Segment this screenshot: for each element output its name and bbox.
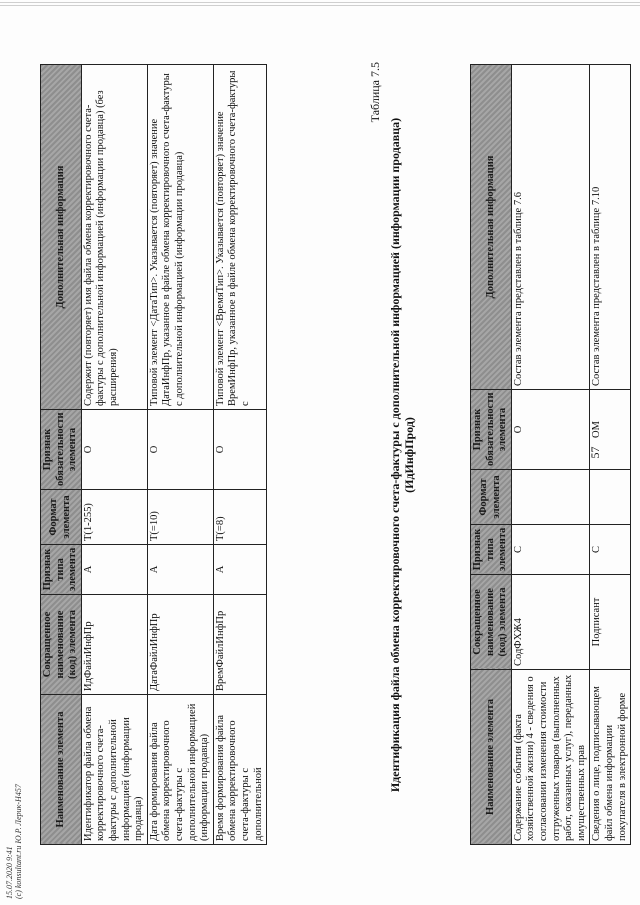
cell-info: Типовой элемент <ВремяТип>. Указывается (повторяет) значение ВремИнфПр, указанное в файле обмена корректировочного счета-фактуры с <box>213 65 266 410</box>
stamp-date: 15.07.2020 9:41 <box>5 846 14 899</box>
col-header-format: Формат элемента <box>41 490 82 545</box>
cell-type: А <box>147 545 213 595</box>
cell-info: Состав элемента представлен в таблице 7.10 <box>590 65 631 390</box>
cell-info: Состав элемента представлен в таблице 7.6 <box>511 65 590 390</box>
page-number: 57 <box>588 446 602 459</box>
table-header-row <box>41 65 82 845</box>
cell-format <box>590 470 631 525</box>
col-header-name: Наименование элемента <box>41 695 82 845</box>
cell-type: С <box>590 525 631 575</box>
cell-code: ИдФайлИнфПр <box>81 595 147 695</box>
cell-type: С <box>511 525 590 575</box>
stamp-source: (с) konsultant.ru Ю.Р. Лерик-Н457 <box>13 784 23 899</box>
col-header-format: Формат элемента <box>471 470 512 525</box>
cell-format: Т(=10) <box>147 490 213 545</box>
cell-info: Типовой элемент <ДатаТип>. Указывается (повторяет) значение ДатаИнфПр, указанное в файле обмена корректировочного счета-фактуры с дополнительной информацией (информации продавца) <box>147 65 213 410</box>
cell-type: А <box>81 545 147 595</box>
cell-name: Время формирования файла обмена корректировочного счета-фактуры с дополнительной <box>213 695 266 845</box>
cell-type: А <box>213 545 266 595</box>
table-label: Таблица 7.5 <box>368 62 382 123</box>
table-row <box>81 65 147 845</box>
cell-info: Содержит (повторяет) имя файла обмена корректировочного счета-фактуры с дополнительной информацией (информации продавца) (без расширения) <box>81 65 147 410</box>
cell-code: ДатаФайлИнфПр <box>147 595 213 695</box>
cell-required: О <box>511 390 590 470</box>
col-header-required: Признак обязательности элемента <box>41 410 82 490</box>
col-header-code: Сокращенное наименование (код) элемента <box>41 595 82 695</box>
cell-required: ОМ <box>590 390 631 470</box>
cell-name: Дата формирования файла обмена корректировочного счета-фактуры с дополнительной информацией (информации продавца) <box>147 695 213 845</box>
table-row <box>511 65 590 845</box>
cell-code: ВремФайлИнфПр <box>213 595 266 695</box>
table-row <box>213 65 266 845</box>
table-header-row <box>471 65 512 845</box>
cell-format <box>511 470 590 525</box>
cell-required: О <box>81 410 147 490</box>
col-header-name: Наименование элемента <box>471 670 512 845</box>
col-header-type: Признак типа элемента <box>41 545 82 595</box>
cell-required: О <box>213 410 266 490</box>
cell-name: Содержание события (факта хозяйственной жизни) 4 - сведения о согласовании изменения стоимости отгруженных товаров (выполненных работ, оказанных услуг), переданных имущественных прав <box>511 670 590 845</box>
print-stamp <box>6 784 24 899</box>
cell-name: Идентификатор файла обмена корректировочного счета-фактуры с дополнительной информацией (информации продавца) <box>81 695 147 845</box>
col-header-info: Дополнительная информация <box>471 65 512 390</box>
col-header-code: Сокращенное наименование (код) элемента <box>471 575 512 670</box>
cell-code: Подписант <box>590 575 631 670</box>
col-header-info: Дополнительная информация <box>41 65 82 410</box>
col-header-required: Признак обязательности элемента <box>471 390 512 470</box>
table-row <box>147 65 213 845</box>
cell-code: СодФХЖ4 <box>511 575 590 670</box>
table-title-code: (ИдИнфПрод) <box>402 417 416 493</box>
cell-name: Сведения о лице, подписывающем файл обмена информации покупателя в электронной форме <box>590 670 631 845</box>
table-7-4-continuation <box>470 64 631 845</box>
table-7-5 <box>40 64 267 845</box>
cell-format: Т(1-255) <box>81 490 147 545</box>
cell-required: О <box>147 410 213 490</box>
col-header-type: Признак типа элемента <box>471 525 512 575</box>
table-title: Идентификация файла обмена корректировочного счета-фактуры с дополнительной информацией (информации продавца) <box>388 117 402 793</box>
table-row <box>590 65 631 845</box>
cell-format: Т(=8) <box>213 490 266 545</box>
